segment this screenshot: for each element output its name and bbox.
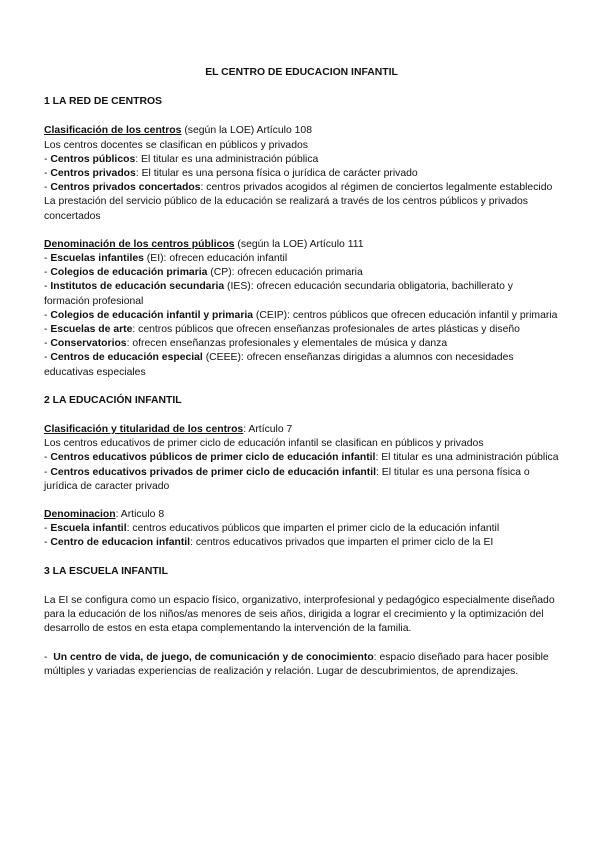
section-3-heading: 3 LA ESCUELA INFANTIL [44,565,168,577]
s2-clasificacion-subtitle: Clasificación y titularidad de los centros [44,424,244,436]
list-item: - Conservatorios: ofrecen enseñanzas profesionales y elementales de música y danza [44,338,448,350]
s3-paragraph: La EI se configura como un espacio físico, organizativo, interprofesional y pedagógico especialmente diseñado para la educación de los niños/as menores de seis años, dirigida a lograr el crecimiento y la optimización del desarrollo de estos en esta etapa complementando la intervención de la familia. [44,594,555,635]
s2-clasificacion-intro: Los centros educativos de primer ciclo de educación infantil se clasifican en públicos y privados [44,438,484,450]
list-item: - Un centro de vida, de juego, de comunicación y de conocimiento: espacio diseñado para hacer posible múltiples y variadas experiencias de realización y relación. Lugar de descubrimientos, de aprendizajes. [44,651,549,677]
s2-denominacion-block [44,508,559,551]
s1-denominacion-block [44,238,559,380]
s3-paragraph-block [44,594,559,637]
s3-item-block [44,651,559,679]
list-item: - Centros privados: El titular es una persona física o jurídica de carácter privado [44,168,418,180]
list-item: - Centros públicos: El titular es una administración pública [44,153,319,165]
s1-clasificacion-subtitle: Clasificación de los centros [44,125,182,137]
document-page [44,66,559,693]
list-item: - Colegios de educación primaria (CP): ofrecen educación primaria [44,267,363,279]
list-item: - Centros educativos privados de primer ciclo de educación infantil: El titular es una persona física o jurídica de caracter privado [44,466,530,492]
s1-denominacion-title [44,238,559,252]
s2-clasificacion-block [44,423,559,494]
section-1-heading: 1 LA RED DE CENTROS [44,96,162,108]
s2-denominacion-subtitle-rest: : Articulo 8 [115,509,165,521]
s1-clasificacion-intro: Los centros docentes se clasifican en públicos y privados [44,139,308,151]
s2-clasificacion-subtitle-rest: : Artículo 7 [243,424,293,436]
s1-clasificacion-block [44,124,559,223]
list-item: - Colegios de educación infantil y primaria (CEIP): centros públicos que ofrecen educación infantil y primaria [44,309,558,321]
s2-denominacion-subtitle: Denominacion [44,509,116,521]
s1-clasificacion-outro: La prestación del servicio público de la educación se realizará a través de los centros públicos y privados concertados [44,196,529,222]
s1-clasificacion-title [44,124,559,138]
list-item: - Centros de educación especial (CEEE): ofrecen enseñanzas dirigidas a alumnos con necesidades educativas especiales [44,352,514,378]
list-item: - Centro de educacion infantil: centros educativos privados que imparten el primer ciclo de la EI [44,537,494,549]
s2-clasificacion-title [44,423,559,437]
list-item: - Institutos de educación secundaria (IES): ofrecen educación secundaria obligatoria, bachillerato y formación profesional [44,281,513,307]
s1-clasificacion-subtitle-rest: (según la LOE) Artículo 108 [181,125,312,137]
s1-denominacion-subtitle-rest: (según la LOE) Artículo 111 [234,238,364,250]
list-item: - Escuela infantil: centros educativos públicos que imparten el primer ciclo de la educación infantil [44,523,500,535]
list-item: - Escuelas infantiles (EI): ofrecen educación infantil [44,253,288,265]
section-2-heading: 2 LA EDUCACIÓN INFANTIL [44,394,182,406]
list-item: - Centros educativos públicos de primer ciclo de educación infantil: El titular es una administración pública [44,452,559,464]
list-item: - Centros privados concertados: centros privados acogidos al régimen de conciertos legalmente establecido [44,182,553,194]
s2-denominacion-title [44,508,559,522]
document-title: EL CENTRO DE EDUCACION INFANTIL [205,67,398,78]
s1-denominacion-subtitle: Denominación de los centros públicos [44,238,235,250]
list-item: - Escuelas de arte: centros públicos que ofrecen enseñanzas profesionales de artes plásticas y diseño [44,324,520,336]
